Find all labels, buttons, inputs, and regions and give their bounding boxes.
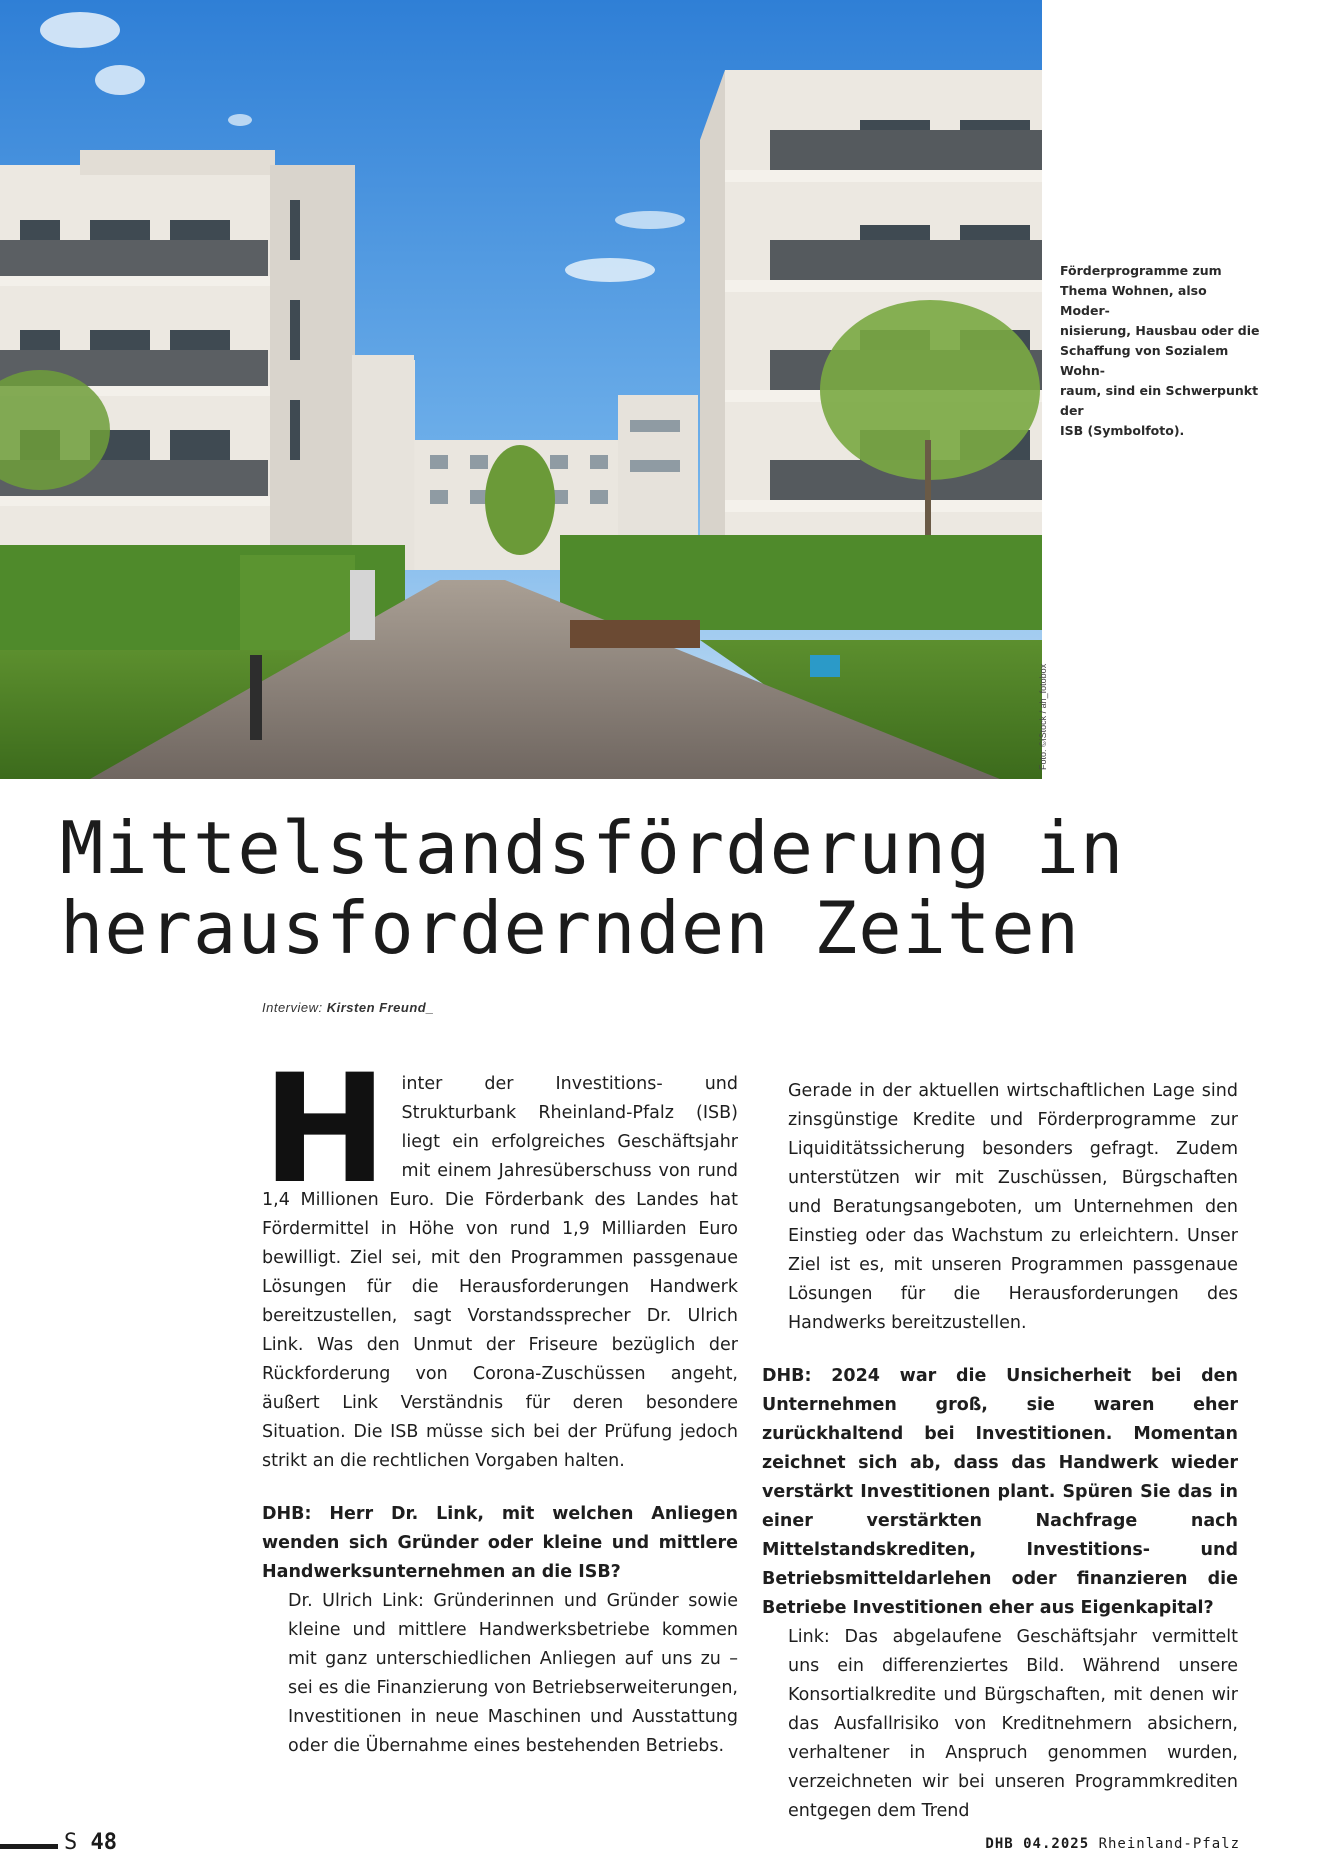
- question-1: DHB: Herr Dr. Link, mit welchen Anliegen wenden sich Gründer oder kleine und mittlere Handwerksunternehmen an die ISB?: [262, 1504, 738, 1582]
- page-prefix: S: [64, 1830, 78, 1855]
- byline-prefix: Interview:: [262, 1000, 327, 1015]
- article-column-left: [262, 1043, 738, 1761]
- residential-buildings-photo: [0, 0, 1042, 779]
- magazine-region: Rheinland-Pfalz: [1098, 1836, 1240, 1852]
- footer-issue: [985, 1836, 1240, 1852]
- headline-line-1: Mittelstandsförderung in: [60, 806, 1125, 890]
- byline: [262, 1000, 434, 1015]
- magazine-issue: DHB 04.2025: [985, 1836, 1090, 1852]
- answer-1-continued: Gerade in der aktuellen wirtschaftlichen Lage sind zinsgünstige Kredite und Förderprogramme zur Liquiditätssicherung besonders gefragt. Zudem unterstützen wir mit Zuschüssen, Bürgschaften und Beratungsangeboten, um Unternehmen den Einstieg oder das Wachstum zu erleichtern. Unser Ziel ist es, mit unseren Programmen passgenaue Lösungen für die Herausforderungen des Handwerks bereitzustellen.: [788, 1081, 1238, 1333]
- article-intro: [262, 1043, 738, 1476]
- dropcap: H: [262, 1043, 388, 1217]
- byline-author: Kirsten Freund_: [326, 1000, 434, 1015]
- page-number: [64, 1830, 117, 1855]
- answer-1: Dr. Ulrich Link: Gründerinnen und Gründer sowie kleine und mittlere Handwerksbetriebe kommen mit ganz unterschiedlichen Anliegen auf uns zu – sei es die Finanzierung von Betriebserweiterungen, Investitionen in neue Maschinen und Ausstattung oder die Übernahme eines bestehenden Betriebs.: [288, 1591, 738, 1756]
- headline-line-2: herausfordernden Zeiten: [60, 886, 1080, 970]
- intro-text: inter der Investitions- und Strukturbank Rheinland-Pfalz (ISB) liegt ein erfolgreiches Geschäftsjahr mit einem Jahresüberschuss von rund 1,4 Millionen Euro. Die Förderbank des Landes hat Fördermittel in Höhe von rund 1,9 Milliarden Euro bewilligt. Ziel sei, mit den Programmen passgenaue Lösungen für die Herausforderungen Handwerk bereitzustellen, sagt Vorstandssprecher Dr. Ulrich Link. Was den Unmut der Friseure bezüglich der Rückforderung von Corona-Zuschüssen angeht, äußert Link Verständnis für deren besondere Situation. Die ISB müsse sich bei der Prüfung jedoch strikt an die rechtlichen Vorgaben halten.: [262, 1074, 738, 1471]
- hero-photo: [0, 0, 1042, 779]
- headline: [60, 808, 1280, 968]
- answer-2: Link: Das abgelaufene Geschäftsjahr vermittelt uns ein differenziertes Bild. Während unsere Konsortialkredite und Bürgschaften, mit denen wir das Ausfallrisiko von Kreditnehmern absichern, verhaltener in Anspruch genommen wurden, verzeichneten wir bei unseren Programmkrediten entgegen dem Trend: [788, 1627, 1238, 1821]
- photo-credit: Foto: ©iStock / ah_fotobox: [1038, 663, 1048, 770]
- page-number-value: 48: [90, 1830, 117, 1855]
- question-2: DHB: 2024 war die Unsicherheit bei den Unternehmen groß, sie waren eher zurückhaltend bei Investitionen. Momentan zeichnet sich ab, dass das Handwerk wieder verstärkt Investitionen plant. Spüren Sie das in einer verstärkten Nachfrage nach Mittelstandskrediten, Investitions- und Betriebsmitteldarlehen oder finanzieren die Betriebe Investitionen eher aus Eigenkapital?: [762, 1366, 1238, 1618]
- footer-bar: [0, 1844, 58, 1849]
- photo-caption: Förderprogramme zum Thema Wohnen, also Moder- nisierung, Hausbau oder die Schaffung von Sozialem Wohn- raum, sind ein Schwerpunkt der ISB (Symbolfoto).: [1060, 263, 1260, 438]
- article-column-right: [762, 1077, 1238, 1826]
